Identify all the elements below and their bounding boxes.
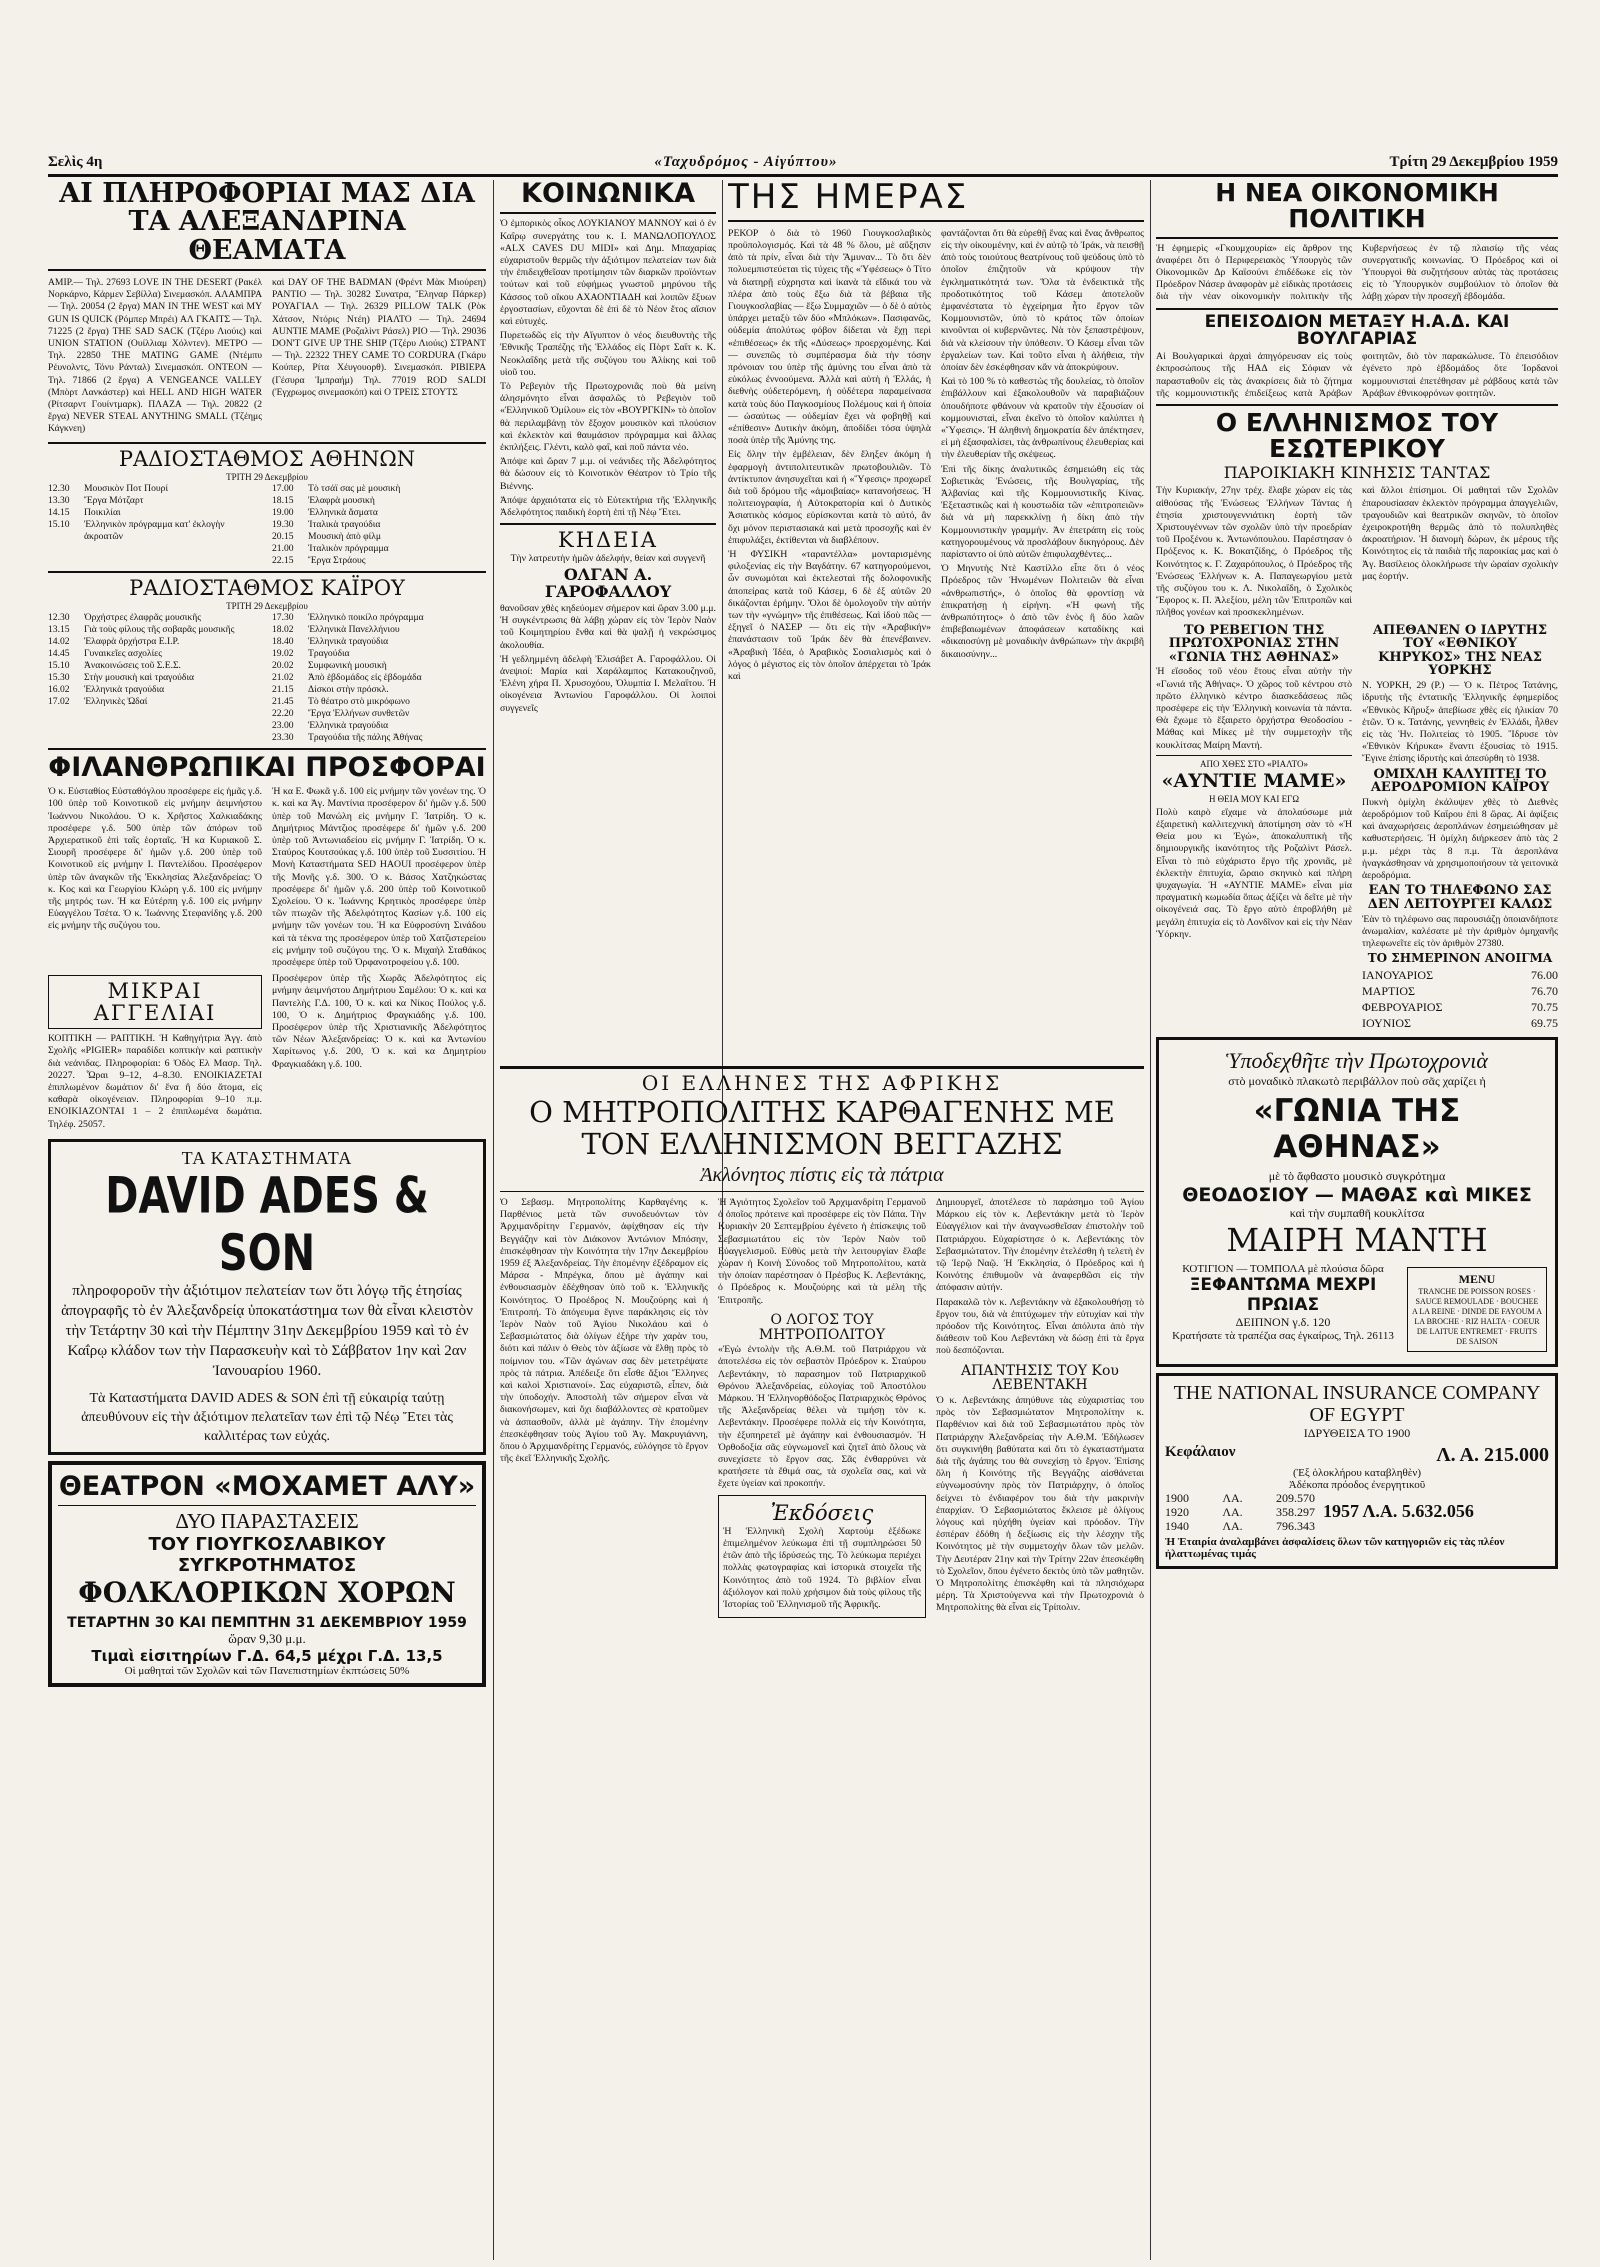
schedule-time: 16.02 bbox=[48, 683, 70, 695]
schedule-row bbox=[272, 732, 486, 744]
schedule-programme: Ἀπὸ ἑβδομάδος εἰς ἑβδομάδα bbox=[308, 671, 422, 683]
schedule-time: 17.02 bbox=[48, 695, 70, 707]
auntie-body: Πολὺ καιρὸ εἴχαμε νὰ ἀπολαύσωμε μιὰ ἐξαιρετικὴ καλλιτεχνικὴ ἀποτίμηση σὰν τὸ «Ἡ Θεία μου κι Ἐγώ», ἀποκαλυπτικὴ τῆς δημιουργικῆς ἱκανότητος τῆς Ροζαλὶντ Ράσελ. Εἶναι τὸ πιὸ εὐχάριστο ἔργο τῆς χρονιᾶς, μὲ ἐκλεκτὴν ἐπιτυχία, ὥραιο σκηνικὸ καὶ πλήρη ψυχαγωγία. Ἡ «ΑΥΝΤΙΕ ΜΑΜΕ» εἶναι μία πραγματικὴ κωμωδία ὅπως ἀξίζει νὰ δεῖτε μὲ τὴν οἰκογένειά σας. Τὸ ἔργο αὐτὸ ἐπροβλήθη μὲ μεγάλη ἐπιτυχία εἰς τὸ Λονδῖνον καὶ εἰς τὴν Νέαν Ὑόρκην. bbox=[1156, 806, 1352, 940]
column-of-the-day bbox=[728, 178, 1144, 1058]
telephone-title: ΕΑΝ ΤΟ ΤΗΛΕΦΩΝΟ ΣΑΣ ΔΕΝ ΛΕΙΤΟΥΡΓΕΙ ΚΑΛΩΣ bbox=[1367, 883, 1553, 912]
schedule-programme: Ἑλληνικὲς Ὠδαί bbox=[84, 695, 148, 707]
social-item-3: Τὸ Ρεβεγιὸν τῆς Πρωτοχρονιᾶς ποὺ θὰ μείνη ἀλησμόνητο εἶναι ἀσφαλῶς τὸ Ρεβεγιὸν τοῦ «Ἑλληνικοῦ Ὀμίλου» εἰς τὸν «ΒΟΥΡΓΚΙΝ» τὸ ὁποῖον θὰ περιλαμβάνῃ τὸν ἔξοχον μουσικὸν καὶ πλούσιον καὶ ἐκλεκτὸν καὶ θαυμάσιον πρόγραμμα καὶ ἄλλας ἐκπλήξεις. Γλέντι, καλὸ φαΐ, καὶ ποῦ πάντα νέο. bbox=[500, 380, 716, 453]
column-entertainment bbox=[48, 178, 486, 2258]
capital-paid: (Ἐξ ὁλοκλήρου καταβληθὲν) bbox=[1292, 1466, 1422, 1479]
cinema-listing-left: ΑΜΙΡ.— Τηλ. 27693 LOVE IN THE DESERT (Ρακέλ Νορκάρνο, Κάρμεν Σεβίλλα) Σινεμασκόπ. ΑΛΑΜΠΡΑ — Τηλ. 20054 (2 ἔργα) MAN IN THE WEST καὶ MY GUN IS QUICK (Ρόμπερ Μπρέι) ΑΛ ΓΚΑΙΤΣ — Τηλ. 71225 (2 ἔργα) THE SAD SACK (Τζέρυ Λιούις) καὶ UNION STATION (Ουίλλιαμ Χόλντεν). ΜΕΤΡΟ — Τηλ. 22850 THE MATING GAME (Ντέμπυ Ρέυνολντς, Τόνυ Ράνταλ) Σινεμασκόπ. ΟΝΤΕΟΝ — Τηλ. 71866 (2 ἔργα) A VENGEANCE VALLEY (Μπὸρτ Λανκάστερ) καὶ HELL AND HIGH WATER (Ρίτσαρντ Γουίντμαρκ). ΠΛΑΖΑ — Τηλ. 20822 (2 ἔργα) NEVER STEAL ANYTHING SMALL (Τζέημς Κάγκνεη) bbox=[48, 277, 262, 435]
assets-total: 1957 Λ.Α. 5.632.056 bbox=[1323, 1501, 1474, 1522]
classifieds-text-right: Προσέφερον ὑπὲρ τῆς Χωρᾶς Ἀδελφότητος εἰς μνήμην ἀειμνήστου Δημήτριου Σαμέλου: Ὁ κ. καὶ κα Παντελὴς Γ.Δ. 100, Ὁ κ. καὶ κα Νίκος Πούλος γ.δ. 100, Ὁ κ. Δημήτριος Φραγκιάδης γ.δ. 100. Προσέφερον ὑπὲρ τῆς Χριστιανικῆς Ἀδελφότητος τῶν Νέων Ἀλεξανδρείας: Ὁ κ. καὶ κα Ἀντωνίου Χαρίτωνος γ.δ. 200, Ὁ κ. καὶ κα Δημητρίου Φραγκιαδάκη γ.δ. 100. bbox=[272, 973, 486, 1070]
incident-title: ΕΠΕΙΣΟΔΙΟΝ ΜΕΤΑΞΥ Η.Α.Δ. ΚΑΙ ΒΟΥΛΓΑΡΙΑΣ bbox=[1204, 311, 1510, 350]
schedule-row bbox=[272, 648, 486, 660]
economic-policy-title: Η ΝΕΑ ΟΙΚΟΝΟΜΙΚΗ ΠΟΛΙΤΙΚΗ bbox=[1215, 178, 1499, 234]
schedule-programme: Ἰταλικὸν πρόγραμμα bbox=[308, 542, 389, 554]
schedule-programme: Ὀρχήστρες ἐλαφρᾶς μουσικῆς bbox=[84, 611, 202, 623]
radio-athens-schedule bbox=[48, 483, 486, 567]
quote-value: 69.75 bbox=[1531, 1015, 1558, 1030]
schedule-programme: Ἰταλικὰ τραγούδια bbox=[308, 518, 381, 530]
schedule-row bbox=[48, 612, 262, 624]
schedule-time: 20.15 bbox=[272, 530, 294, 542]
schedule-programme: Τὸ τσάϊ σας μὲ μουσικὴ bbox=[308, 482, 401, 494]
schedule-row bbox=[272, 519, 486, 531]
classifieds-title: ΜΙΚΡΑΙ ΑΓΓΕΛΙΑΙ bbox=[48, 975, 262, 1029]
funeral-intro: Τὴν λατρευτὴν ἡμῶν ἀδελφήν, θείαν καὶ συγγενῆ bbox=[510, 553, 706, 565]
social-item-4: Ἀπόψε καὶ ὥραν 7 μ.μ. οἱ νεάνιδες τῆς Ἀδελφότητος θὰ δώσουν εἰς τὸ Κοινοτικὸν Θέατρον τὸ Τρίο τῆς Βιέννης. bbox=[500, 456, 716, 492]
social-item-5: Ἀπόψε ἀρχαιότατα εἰς τὸ Εὐτεκτήρια τῆς Ἑλληνικῆς Ἀδελφότητος παιδικὴ ἑορτὴ ἐπὶ τῇ Νέῳ Ἔτει. bbox=[500, 494, 716, 519]
schedule-row bbox=[272, 555, 486, 567]
of-the-day-b: Εἰς ὅλην τὴν ἐμβέλειαν, δὲν ἔληξεν ἀκόμη ἡ ἐφαρμογὴ ἀντιπολιτευτικῶν πρωτοβουλιῶν. Τὸ ἀντίκτυπον ἀνησυχεῖται καὶ ἡ «Ὕφεσις» προχωρεῖ διὰ τοῦ δρόμου τῆς «ἀμοιβαίας» κατανοήσεως. Ἡ πολιτειογραφία, ἡ Αὐτοκρατορία καὶ ὁ Δυτικὸς Ἀσιατικὸς κόσμος εὑρίσκονται κατὰ τὸ αὐτό, ἂν ὄχι μόνον περιστασιακά καὶ μετὰ προσοχῆς καὶ ἐν ἐπιφυλάξει, ἐκτίθενται νὰ διαβλέπουν. bbox=[728, 449, 931, 546]
schedule-programme: Ἐλαφρὰ ὀρχήστρα Ε.Ι.Ρ. bbox=[84, 635, 180, 647]
insurance-footer: Ἡ Ἑταιρία ἀναλαμβάνει ἀσφαλίσεις ὅλων τῶν κατηγοριῶν εἰς τὰς πλέον ἠλαττωμένας τιμάς bbox=[1165, 1535, 1505, 1560]
schedule-time: 18.02 bbox=[272, 623, 294, 635]
schedule-programme: Συμφωνικὴ μουσικὴ bbox=[308, 659, 387, 671]
africa-headline: Ο ΜΗΤΡΟΠΟΛΙΤΗΣ ΚΑΡΘΑΓΕΝΗΣ ΜΕ ΤΟΝ ΕΛΛΗΝΙΣΜΟΝ ΒΕΓΓΑΖΗΣ bbox=[529, 1095, 1115, 1161]
schedule-time: 17.00 bbox=[272, 482, 294, 494]
assets-u: ΛΑ. bbox=[1222, 1490, 1243, 1505]
schedule-time: 14.15 bbox=[48, 506, 70, 518]
theatre-note: Οἱ μαθηταὶ τῶν Σχολῶν καὶ τῶν Πανεπιστημίων ἐκπτώσεις 50% bbox=[124, 1664, 410, 1677]
reveillon-body: Ἡ εἴσοδος τοῦ νέου ἔτους εἶναι αὐτὴν τὴν «Γωνιά τῆς Ἀθήνας». Ὁ χῶρος τοῦ κέντρου στὸ πρῶτο ἐλληνικὸ κέντρο διασκεδάσεως πῶς προσέφερε εἰς τὴν Ἑλληνικὴ κοινωνία τὰ πάντα. Θὰ ἔχωμε τὸ ἔξαιρετο ὀρχήστρα Θεοδοσίου - Μάθας καὶ Μίκες μὲ τὴν συμμετοχὴν τῆς κουκλίτσας Μαίρη Μαντή. bbox=[1156, 666, 1352, 751]
metropolitan-speech-body: «Ἐγὼ ἐντολὴν τῆς Α.Θ.Μ. τοῦ Πατριάρχου νὰ ἀποτελέσω εἰς τὸν σεβαστὸν Πρόεδρον κ. Σταύρου Λεβεντάκην, τὸ παρασημον τοῦ Πατριαρχικοῦ Θρόνου Ἀλεξανδρείας, εὐλογίας τοῦ Ἀποστόλου Μάρκου. Ἡ Ἑλληνορθόδοξος Πατριαρχικὸς Θρόνος τῆς Ἀλεξανδρείας θέλει νὰ τιμήσῃ τὸν κ. Λεβεντάκην. Προσέφερε πολλὰ εἰς τὴν Κοινότητα, τὴν ἐξυπηρετεῖ μὲ ἀγάπην καὶ ἐνθουσιασμόν. Ἡ Ὀρθοδοξία σᾶς εὐγνωμονεῖ καὶ ζητεῖ ἀπὸ ὅλους νὰ συνεχίσετε τὸ ἔργον σας. Σᾶς ἐνθαρρύνει νὰ κρατήσετε τὰ ἔθιμά σας, τὰ σχολεῖα σας, καὶ νὰ ἔχετε ὑγείαν καὶ προκοπήν. bbox=[718, 1344, 926, 1490]
quote-month: ΙΟΥΝΙΟΣ bbox=[1362, 1015, 1412, 1030]
schedule-row bbox=[48, 660, 262, 672]
of-the-day-f: Καὶ τὸ 100 % τὸ καθεστὼς τῆς δουλείας, τὸ ὁποῖον ἐπιβάλλουν καὶ ἐξακολουθοῦν νὰ παραβιάζουν ὁπουδήποτε φθάνουν νὰ κρατοῦν τὴν ἐξουσίαν οἱ κομμουνισταὶ, εἶναι ἐκεῖνο τὸ ὁποῖον καλύπτει ἡ «Ὕφεσις». Ἡ ἀληθινὴ δημοκρατία δὲν ἀπέκτησεν, εἰ μὴ ἐξασφαλίσει, τὰς ἀνθρωπίνους ἐλευθερίας καὶ τὴν ἐλευθερίαν τῆς σκέψεως. bbox=[941, 376, 1144, 461]
of-the-day-g: Ὁ Μηνυτὴς Ντὲ Καστίλλο εἶπε ὅτι ὁ νέος Πρόεδρος τῶν Ἡνωμένων Πολιτειῶν θὰ εἶναι «ἀνθρωπιστής», ὁ ὁποῖος θὰ φροντίσῃ νὰ ἐπικρατήσῃ ἡ εἰρήνη. «Ἡ φωνή τῆς ἀνθρωπότητος» ὁ ἀπὸ τῶν ἑνὸς ἢ δύο λαῶν ἐπιβεβαιωμένων ἀποφάσεων καταδίκης καὶ «δικαιοσύνῃ μὲ μοναδικὴν ἀνθρώπων» τὴν ἀκριβῆ δικαιοσύνην... bbox=[941, 563, 1144, 660]
schedule-programme: Τὸ θέατρο στὸ μικρόφωνο bbox=[308, 695, 410, 707]
schedule-time: 18.15 bbox=[272, 494, 294, 506]
schedule-row bbox=[48, 483, 262, 495]
charity-title: ΦΙΛΑΝΘΡΩΠΙΚΑΙ ΠΡΟΣΦΟΡΑΙ bbox=[48, 751, 486, 783]
publications-body: Ἡ Ἑλληνικὴ Σχολὴ Χαρτούμ ἐξέδωκε ἐπιμελημένον λεύκωμα ἐπὶ τῇ συμπληρώσει 50 ἐτῶν ἀπὸ τῆς ἱδρύσεώς της. Τὸ λεύκωμα περιέχει πολλὰς φωτογραφίας καὶ ἱστορικὰ στοιχεῖα τῆς Κοινότητος ἀπὸ τοῦ 1924. Τὸ βιβλίον εἶναι ἀξιόλογον καὶ πολὺ χρήσιμον διὰ τοὺς φίλους τῆς Ἱστορίας τοῦ Ἑλληνισμοῦ τῆς Ἀφρικῆς. bbox=[723, 1525, 921, 1610]
tanta-title: ΠΑΡΟΙΚΙΑΚΗ ΚΙΝΗΣΙΣ ΤΑΝΤΑΣ bbox=[1223, 462, 1491, 482]
assets-v: 358.297 bbox=[1276, 1504, 1315, 1519]
schedule-row bbox=[48, 495, 262, 507]
insurance-founded: ΙΔΡΥΘΕΙΣΑ ΤΟ 1900 bbox=[1303, 1425, 1411, 1440]
schedule-time: 18.40 bbox=[272, 635, 294, 647]
schedule-row bbox=[272, 660, 486, 672]
schedule-time: 13.15 bbox=[48, 623, 70, 635]
schedule-programme: Ἑλληνικὸ ποικίλο πρόγραμμα bbox=[308, 611, 424, 623]
funeral-body: θανοῦσαν χθὲς κηδεύομεν σήμερον καὶ ὥραν 3.00 μ.μ. Ἡ συγκέντρωσις θὰ λάβῃ χώραν εἰς τὸν Ἱερὸν Ναὸν τοῦ Κοιμητηρίου ἔνθα καὶ θὰ ψαλῇ ἡ νεκρώσιμος ἀκολουθία. bbox=[500, 603, 716, 651]
market-quotes bbox=[1362, 967, 1558, 1031]
publications-title: Ἐκδόσεις bbox=[770, 1500, 874, 1525]
incident-body: Αἱ Βουλγαρικαὶ ἀρχαὶ ἀπηγόρευσαν εἰς τοὺς ἐκπροσώπους τῆς ΗΑΔ εἰς Σόφιαν νὰ παρασταθοῦν εἰς τὰς ἀνακρίσεις διὰ τὸ ζήτημα τῆς κομμουνιστικῆς ἐπιδείξεως κατὰ Ἀράβων φοιτητῶν, διὸ τὸν παρακώλυσε. Τὸ ἐπεισόδιον ἐγένετο πρὸ ἑβδομάδος ὅτε Ἰορδανοὶ κομμουνισταὶ ἐπετέθησαν μὲ ράβδους κατὰ τῶν Ἀράβων ἐθνικοφρόνων φοιτητῶν. bbox=[1156, 351, 1558, 399]
metropolitan-speech-title: Ο ΛΟΓΟΣ ΤΟΥ ΜΗΤΡΟΠΟΛΙΤΟΥ bbox=[758, 1311, 886, 1343]
schedule-programme: Ἑλληνικὸν πρόγραμμα κατ' ἐκλογὴν ἀκροατῶν bbox=[84, 518, 225, 542]
issue-date: Τρίτη 29 Δεκεμβρίου 1959 bbox=[1389, 153, 1558, 170]
gonia-name: «ΓΩΝΙΑ ΤΗΣ ΑΘΗΝΑΣ» bbox=[1253, 1092, 1461, 1165]
column-right bbox=[1156, 178, 1558, 2258]
of-the-day-a: ΡΕΚΟΡ ὁ διὰ τὸ 1960 Γιουγκοσλαβικὸς προϋπολογισμός. Καὶ τὰ 48 % ὅλου, μὲ αὔξησιν ἀπὸ τὰ πρίν, εἶναι διὰ τὴν Ἄμυναν... Τὸ ὅτι δὲν πολυεμπιστεύεται τὶς τύχεις τῆς «Ὑφέσεως» ὁ Τίτο νὰ διατηρῇ εὐχρηστα καὶ ἱκανὰ τὰ εἴδικά του νὰ πλέρα ἀπὸ τοὺς ἔξω διὰ τὰ βέβαια τῆς Γιουγκοσλαβίας — ἔξω Συμμαχιῶν — ὁ δὲ ὁ αὐτὸς ὑπάρχει μεταξὺ τῶν δύο «Μπλόκων». Πασιφανῶς, οὐδεμία ἀπολύτως φόβον δίδεται νὰ ἔχῃ περὶ «ἐπιθέσεως» ἐκ τῆς «Δύσεως» προερχομένης. Καὶ — συνεπῶς τὸ συμπέρασμα διὰ τὴν τόσην πρόνοιαν του ὑπὲρ τῆς ἀμύνης του εἶναι ἀπὸ τὰ εὐκόλως ἐννοούμενα. Ἀλλὰ καὶ αὐτὴ ἡ Ἑλλάς, ἡ διεθνὴς οὐδετερόμενη, ἡ οὐδέτερα παραμείνασα κατὰ τοὺς δύο Παγκοσμίους Πολέμους καὶ ἡ ὁποία — ὡσαύτως — οὐδεμίαν ἔχει νὰ φοβηθῇ καὶ «ἐπίθεσιν» Δυτικὴν ἀκόμη, ἀποδίδει τόσα ὑψηλὰ ποσὰ ὑπὲρ τῆς Ἀμύνης της. bbox=[728, 227, 931, 447]
insurance-name: THE NATIONAL INSURANCE COMPANY OF EGYPT bbox=[1173, 1381, 1541, 1426]
funeral-title: ΚΗΔΕΙΑ bbox=[558, 528, 658, 553]
quote-row bbox=[1362, 1015, 1558, 1031]
obituary-body: Ν. ΥΟΡΚΗ, 29 (Ρ.) — Ὁ κ. Πέτρος Τατάνης, ἱδρυτὴς τῆς ἐντατικῆς Ἑλληνικῆς ἐφημερίδος «Ἐθνικὸς Κῆρυξ» ἀπεβίωσε χθὲς εἰς ἡλικίαν 70 ἐτῶν. Ὁ κ. Τατάνης, γεννηθεὶς ἐν Ἑλλάδι, ἦλθεν εἰς τὰς Ἡν. Πολιτείας τὸ 1905. Ἵδρυσε τὸν «Ἐθνικὸν Κήρυκα» ἔναντι ἐξουσίας τὸ 1915. Ἔγινε ἐπίσης ἱδρυτὴς καὶ ἀπεσύρθη τὸ 1938. bbox=[1362, 680, 1558, 765]
quote-month: ΙΑΝΟΥΑΡΙΟΣ bbox=[1362, 967, 1434, 982]
africa-col2: Ἡ Ἁγιότητος Σχολεῖον τοῦ Ἀρχιμανδρίτη Γερμανοῦ ὁ ὁποῖος πρότεινε καὶ προσέφερε εἰς τὸν Πάπα. Τὴν Κυριακὴν 20 Σεπτεμβρίου ἐγένετο ἡ ἐπίσκεψις τοῦ Σεβασμιωτάτου εἰς τὸν Ἱερὸν Ναὸν τοῦ Εὐαγγελισμοῦ. Εὐθὺς μετὰ τὴν λειτουργίαν ἔλαβε χώραν ἡ Κοινὴ Σύνοδος τοῦ Μητροπολίτου, κατὰ τὴν ὁποίαν παρέστησαν ὁ Πρέσβυς Κ. Λεβεντάκης, ὁ Πρόεδρος κ. Μουζούρης καὶ τὰ μέλη τῆς Ἐπιτροπῆς. bbox=[718, 1197, 926, 1306]
schedule-row bbox=[272, 684, 486, 696]
schedule-row bbox=[48, 672, 262, 684]
schedule-time: 13.30 bbox=[48, 494, 70, 506]
schedule-row bbox=[48, 696, 262, 708]
schedule-programme: Γυναικεῖες ασχολίες bbox=[84, 647, 163, 659]
gonia-star: ΜΑΙΡΗ ΜΑΝΤΗ bbox=[1226, 1220, 1488, 1259]
schedule-time: 23.00 bbox=[272, 719, 294, 731]
schedule-time: 15.10 bbox=[48, 518, 70, 530]
schedule-row bbox=[272, 720, 486, 732]
assets-table bbox=[1165, 1491, 1315, 1533]
quote-value: 76.00 bbox=[1531, 967, 1558, 982]
quote-value: 70.75 bbox=[1531, 999, 1558, 1014]
schedule-programme: Γιὰ τοὺς φίλους τῆς σοβαρᾶς μουσικῆς bbox=[84, 623, 235, 635]
paper-name: «Ταχυδρόμος - Αἰγύπτου» bbox=[654, 153, 838, 170]
charity-body bbox=[48, 784, 486, 971]
ades-advert bbox=[48, 1139, 486, 1455]
schedule-time: 22.20 bbox=[272, 707, 294, 719]
schedule-time: 12.30 bbox=[48, 611, 70, 623]
schedule-row bbox=[272, 483, 486, 495]
assets-v: 209.570 bbox=[1276, 1490, 1315, 1505]
tanta-body bbox=[1156, 483, 1558, 621]
telephone-body: Ἐὰν τὸ τηλέφωνο σας παρουσιάζῃ ὁποιανδήποτε ἀνωμαλίαν, καλέσατε μὲ τὴν ἀριθμὸν ὁμηχανῆς τηλεφωνεῖτε εἰς τὸν ἀριθμὸν 27380. bbox=[1362, 913, 1558, 949]
quote-row bbox=[1362, 983, 1558, 999]
classifieds-text: ΚΟΠΤΙΚΗ — ΡΑΠΤΙΚΗ. Ἡ Καθηγήτρια Ἀγγ. ἀπὸ Σχολῆς «PIGIER» παραδίδει κοπτικὴν καὶ ραπτικὴν διὰ νεάνιδας. Πληροφορίαι: 6 Ὁδὸς Ελ Μασρ. Τηλ. 20227. Ὧραι 9–12, 4–8.30. ΕΝΟΙΚΙΑΖΕΤΑΙ ἐπιπλωμένον δωμάτιον δι' ἕνα ἢ δύο ἄτομα, εἰς καθαρὰ οἰκογένειαν. Πληροφορίαι 9–10 π.μ. ΕΝΟΙΚΙΑΖΟΝΤΑΙ 1 – 2 ἐπιπλωμένα δωμάτια. Τηλέφ. 25057. bbox=[48, 1033, 262, 1130]
gonia-menu bbox=[1407, 1267, 1547, 1352]
schedule-row bbox=[48, 684, 262, 696]
gonia-with2: καὶ τὴν συμπαθῆ κουκλίτσα bbox=[1289, 1205, 1425, 1220]
quote-row bbox=[1362, 967, 1558, 983]
fog-body: Πυκνὴ ὁμίχλη ἐκάλυψεν χθὲς τὸ Διεθνὲς ἀεροδρόμιον τοῦ Καΐρου ἐπὶ 8 ὥρας. Αἱ ἀφίξεις καὶ ἀναχωρήσεις ἀεροπλάνων ἐσημειώθησαν μὲ καθυστερήσεις. Ἡ ὁμίχλη διήρκεσεν ἀπὸ τὰς 2 μ.μ. μέχρι τὰς 8 π.μ. Τὰ ἀεροπλάνα ἠναγκάσθησαν νὰ χρησιμοποιήσουν τὰ γειτονικὰ ἀεροδρόμια. bbox=[1362, 796, 1558, 882]
gonia-reservations: Κρατήσατε τὰ τραπέζια σας ἐγκαίρως, Τηλ. 26113 bbox=[1172, 1329, 1394, 1342]
column-rule bbox=[1150, 180, 1151, 2260]
of-the-day-d: Ἡ ΦΥΣΙΚΗ «ταραντέλλα» μονταρισμένης φιλοξενίας εἰς τὴν Βαγδάτην. 67 κατηγορούμενοι, ὧν συνωμόται καὶ ἐκτελεσταὶ τῆς δολοφονικῆς ἀποπείρας κατὰ τοῦ Κάσεμ, 6 δὲ ἐξ αὐτῶν 20 δικάζονται ἐρήμην. Ὅλοι δὲ ὁμολογοῦν τὴν αὐτήν των τὴν «γνώμην» τῆς ἐπιθέσεως. Καὶ ἰδοὺ πῶς — ἐξηγεῖ ὁ ΝΑΣΕΡ — ὅτι εἰς τὴν «Ἀραβικήν» ἐπανάστασιν τοῦ Ἰράκ δὲν θὰ ἐπενέβαινεν. «Ἀραβικὴ Ἰδέα, ὁ Ἀραβικὸς Σοσιαλισμὸς καὶ ὁ λόγος ὁ μέγιστος εἰς τὸν ὁποῖον ἀπέρχεται τὸ Ἰράκ καὶ bbox=[728, 548, 931, 682]
rialto-kicker: ΑΠΟ ΧΘΕΣ ΣΤΟ «ΡΙΑΛΤΟ» bbox=[1200, 758, 1308, 769]
schedule-time: 19.02 bbox=[272, 647, 294, 659]
auntie-title: «ΑΥΝΤΙΕ ΜΑΜΕ» bbox=[1161, 769, 1347, 792]
ades-body: πληροφοροῦν τὴν ἀξιότιμον πελατείαν των ὅτι λόγῳ τῆς ἐτησίας ἀπογραφῆς τὸ ἐν Ἀλεξανδρείᾳ ὑποκατάστημα των θὰ εἶναι κλειστὸν τὴν Τετάρτην 30 καὶ τὴν Πέμπτην 31ην Δεκεμβρίου 1959 καὶ τὸ ἐν Καΐρῳ κλάδον των τὴν Παρασκευὴν καὶ τὸ Σάββατον 1ην καὶ 2αν Ἰανουαρίου 1960. bbox=[61, 1282, 473, 1379]
schedule-programme: Τραγούδια bbox=[308, 647, 350, 659]
radio-cairo-schedule bbox=[48, 612, 486, 744]
schedule-time: 19.00 bbox=[272, 506, 294, 518]
social-item-1: Ὁ ἐμπορικὸς οἶκος ΛΟΥΚΙΑΝΟΥ ΜΑΝΝΟΥ καὶ ὁ ἐν Καΐρῳ συνεργάτης του κ. Ι. ΜΑΝΩΛΟΠΟΥΛΟΣ «ALX CAVES DU MIDI» καὶ Δημ. Μπαχαρίας εὐχαριστοῦν θερμῶς τὴν ἀξιότιμον πελατείαν των διὰ τὴν ἐπιδειχθεῖσαν προτίμησιν τῶν διαρκῶν προϊόντων τούτων καὶ τοῦ εὐφήμως γνωστοῦ μηρύνου τῆς Κάσσος τοῦ οἴκου ΑΧΑΟΝΤΙΑΔΗ καὶ λοιπῶν ἔξυων ἐργοστασίων, εὔχονται δὲ ἐπὶ δὲ τὸ Νέον ἔτος αἴσιον καὶ εὐτυχές. bbox=[500, 218, 716, 327]
gonia-band: ΘΕΟΔΟΣΙΟΥ — ΜΑΘΑΣ καὶ ΜΙΚΕΣ bbox=[1182, 1183, 1532, 1206]
schedule-row bbox=[48, 648, 262, 660]
schedule-row bbox=[272, 531, 486, 543]
gonia-pre: Ὑποδεχθῆτε τὴν Πρωτοχρονιὰ bbox=[1226, 1047, 1488, 1073]
fog-title: ΟΜΙΧΛΗ ΚΑΛΥΠΤΕΙ ΤΟ ΑΕΡΟΔΡΟΜΙΟΝ ΚΑΪΡΟΥ bbox=[1370, 766, 1550, 796]
auntie-sub: Η ΘΕΙΑ ΜΟΥ ΚΑΙ ΕΓΩ bbox=[1208, 793, 1300, 804]
schedule-time: 21.00 bbox=[272, 542, 294, 554]
schedule-programme: Ἑλληνικὰ τραγούδια bbox=[308, 635, 389, 647]
social-item-2: Πυρετωδῶς εἰς τὴν Αἴγυπτον ὁ νέος διευθυντὴς τῆς Ἐθνικῆς Τραπέζης τῆς Ἑλλάδος εἰς Πὸρτ Σαΐτ κ. Κ. Νεοκλαΐδης μετὰ τῆς συζύγου του Ἀλίκης καὶ τοῦ υἱοῦ του. bbox=[500, 330, 716, 378]
economic-policy-body: Ἡ ἐφημερὶς «Γκουμχουρία» εἰς ἄρθρον της ἀναφέρει ὅτι ὁ Περιφερειακὸς Ὑπουργὸς τῶν Οἰκονομικῶν Δρ Καϊσούνι ἐπιδέδωκε εἰς τὸν Πρόεδρον Νάσερ ἀναφορὰν μὲ εἰδικὰς προτάσεις διὰ τὴν νέαν οἰκονομικὴν πολιτικὴν τῆς Κυβερνήσεως ἐν τῷ πλαισίῳ τῆς νέας συνεργατικῆς κοινωνίας. Ὁ Πρόεδρος καὶ οἱ Ὑπουργοὶ θὰ συζητήσουν αὐτὰς τὰς προτάσεις εἰς τὸ Ὑπουργικὸν συμβούλιον τὸ ὁποῖον θὰ λάβῃ χώραν τὴν προσεχῆ ἑβδομάδα. bbox=[1156, 242, 1558, 303]
schedule-row bbox=[272, 708, 486, 720]
funeral-family: Ἡ γεδλημμένη ἀδελφὴ Ἐλισάβετ Α. Γαροφάλλου. Οἱ ἀνεψιοί: Μαρία καὶ Χαράλαμπος Κατακουζηνοῦ, Ἑλένη χήρα Π. Χρυσοχόου, Ὀλυμπία Ι. Μελαΐτου. Ἡ οἰκογένεια Ἀντωνίου Γαροφάλλου. Οἱ λοιποὶ συγγενεῖς bbox=[500, 653, 716, 714]
radio-cairo-title: ΡΑΔΙΟΣΤΑΘΜΟΣ ΚΑΪΡΟΥ bbox=[129, 575, 405, 600]
schedule-programme: Μουσικὴ ἀπὸ φίλμ bbox=[308, 530, 382, 542]
schedule-programme: Ἔργα Στράους bbox=[308, 554, 366, 566]
schedule-programme: Ἔργα Ἑλλήνων συνθετῶν bbox=[308, 707, 410, 719]
obituary-title: ΑΠΕΘΑΝΕΝ Ο ΙΔΡΥΤΗΣ ΤΟΥ «ΕΘΝΙΚΟΥ ΚΗΡΥΚΟΣ» ΤΗΣ ΝΕΑΣ ΥΟΡΚΗΣ bbox=[1372, 622, 1548, 679]
schedule-programme: Ἔργα Μότζαρτ bbox=[84, 494, 144, 506]
schedule-row bbox=[48, 624, 262, 636]
schedule-time: 22.15 bbox=[272, 554, 294, 566]
social-title: ΚΟΙΝΩΝΙΚΑ bbox=[521, 178, 695, 209]
of-the-day-title: ΤΗΣ ΗΜΕΡΑΣ bbox=[728, 178, 969, 217]
schedule-row bbox=[272, 543, 486, 555]
quote-month: ΦΕΒΡΟΥΑΡΙΟΣ bbox=[1362, 999, 1443, 1014]
quote-value: 76.70 bbox=[1531, 983, 1558, 998]
schedule-row bbox=[48, 636, 262, 648]
classifieds-section bbox=[48, 971, 486, 1133]
schedule-time: 14.45 bbox=[48, 647, 70, 659]
gonia-surprise: ΞΕΦΑΝΤΩΜΑ ΜΕΧΡΙ ΠΡΩΙΑΣ bbox=[1189, 1274, 1377, 1315]
schedule-row bbox=[272, 495, 486, 507]
africa-col4-top: Δημιουργεῖ, ἀποτέλεσε τὸ παράσημο τοῦ Ἁγίου Μάρκου εἰς τὸν κ. Λεβεντάκην μετὰ τὸ Ἱερὸν Εὐαγγέλιον καὶ τὴν ἀναγνωσθεῖσαν ἐπιστολὴν τοῦ Πατριάρχου. Εὐχαρίστησε ὁ κ. Λεβεντάκης τὸν Σεβασμιώτατον. Τὴν ἐπομένην ἐτελέσθη ἡ τελετὴ ἐν τῷ Ἱερῷ Ναῷ. Ἡ Ἐκκλησία, ὁ Πρόεδρος καὶ ἡ Κοινότης ἐπιθυμοῦν νὰ ἀναφερθῶσι εἰς τὴν ἀπόφασιν αὐτήν. bbox=[936, 1197, 1144, 1294]
africa-col4-mid: Παρακαλῶ τὸν κ. Λεβεντάκην νὰ ἐξακολουθήσῃ τὸ ἔργον του, διὰ νὰ ἐπιτύχωμεν τὴν εὐτυχίαν καὶ τὴν πρόοδον τῆς Κοινότητος. Εἶναι ἀπόλυτα ἀπὸ τὴν διάθεσιν τοῦ Κου Λεβεντάκη νὰ δώσῃ ἐπὶ τὰ ἔργα ποὺ δεσπόζονται. bbox=[936, 1296, 1144, 1357]
schedule-programme: Δίσκοι στὴν πρόσκλ. bbox=[308, 683, 389, 695]
schedule-row bbox=[48, 507, 262, 519]
schedule-row bbox=[48, 519, 262, 543]
theatre-sub2: ΤΟΥ ΓΙΟΥΓΚΟΣΛΑΒΙΚΟΥ ΣΥΓΚΡΟΤΗΜΑΤΟΣ bbox=[148, 1533, 386, 1576]
schedule-row bbox=[272, 696, 486, 708]
africa-body bbox=[500, 1195, 1144, 1622]
column-rule bbox=[493, 180, 494, 2260]
cinema-listings bbox=[48, 275, 486, 438]
reply-title: ΑΠΑΝΤΗΣΙΣ ΤΟΥ Κου ΛΕΒΕΝΤΑΚΗ bbox=[961, 1362, 1119, 1394]
schedule-time: 21.45 bbox=[272, 695, 294, 707]
reply-body: Ὁ κ. Λεβεντάκης ἀπηύθυνε τὰς εὐχαριστίας του πρὸς τὸν Σεβασμιώτατον Μητροπολίτην κ. Παρθένιον καὶ διὰ τοῦ Σεβασμιωτάτου πρὸς τὸν Πατριάρχην Ἀλεξανδρείας τὴν Α.Θ.Μ. Ἐδήλωσεν ὅτι συγκινήθη βαθύτατα καὶ ὅτι τὸ ἐγκαταστήματα διὰ τῆς ἀγάπης του θὰ συνεχίσῃ τὸ ἔργον. Ἐπίσης ὅλη ἡ Κοινότης τῆς Βεγγάζης αἰσθάνεται εὐγνωμοσύνην πρὸς τὸν Πατριάρχην, ὁ ὁποῖος δείχνει τὸ ἐνδιαφέρον του διὰ τὴν μακρινὴν ἐπαρχίαν. Ὁ Σεβασμιώτατος ἔκλεισε μὲ ὀλίγους λόγους καὶ ηὐχήθη ὑγείαν καὶ πρόοδον. Τὴν ἑσπέραν ἐδόθη ἡ δεξίωσις εἰς τὴν λέσχην τῆς Κοινότητος μὲ τὴν συμμετοχὴν ὅλων τῶν μελῶν. Τὴν Δευτέραν 21ην καὶ τὴν Τρίτην 22αν ἐπεσκέφθη τὸ Σχολεῖον, ὅπου ἐγένετο δεκτὸς ὑπὸ τῶν μαθητῶν. Ὁ Μητροπολίτης ἐπισκέφθη καὶ τὰ πλησιόχωρα μέρη. Τὰ Χριστούγεννα καὶ τὴν Πρωτοχρονιὰ ὁ Μητροπολίτης θὰ εἶναι εἰς Τρίπολιν. bbox=[936, 1395, 1144, 1614]
ades-footer: Τὰ Καταστήματα DAVID ADES & SON ἐπὶ τῇ εὐκαιρίᾳ ταύτῃ ἀπευθύνουν εἰς τὴν ἀξιότιμον πελατεῖαν των ἐπὶ τῷ Νέῳ Ἔτει τὰς καλλιτέρας των εὐχάς. bbox=[81, 1390, 453, 1444]
gonia-with: μὲ τὸ ἄφθαστο μουσικὸ συγκρότημα bbox=[1268, 1168, 1446, 1183]
gonia-kotillon: ΚΟΤΙΓΙΟΝ — ΤΟΜΠΟΛΑ μὲ πλούσια δῶρα bbox=[1182, 1262, 1384, 1275]
masthead bbox=[48, 150, 1558, 177]
quote-month: ΜΑΡΤΙΟΣ bbox=[1362, 983, 1415, 998]
gonia-pre2: στὸ μοναδικὸ πλακωτὸ περιβάλλον ποὺ σᾶς χαρίζει ἡ bbox=[1228, 1073, 1486, 1088]
insurance-advert bbox=[1156, 1373, 1558, 1569]
capital-label: Κεφάλαιον bbox=[1165, 1443, 1236, 1460]
theatre-dates: ΤΕΤΑΡΤΗΝ 30 ΚΑΙ ΠΕΜΠΤΗΝ 31 ΔΕΚΕΜΒΡΙΟΥ 1959 bbox=[67, 1614, 467, 1631]
assets-u: ΛΑ. bbox=[1222, 1518, 1243, 1533]
funeral-name: ΟΛΓΑΝ Α. ΓΑΡΟΦΑΛΛΟΥ bbox=[544, 565, 672, 602]
theatre-title: ΘΕΑΤΡΟΝ «ΜΟΧΑΜΕΤ ΑΛΥ» bbox=[58, 1470, 476, 1502]
publications-box bbox=[718, 1495, 926, 1618]
hellenism-title: Ο ΕΛΛΗΝΙΣΜΟΣ ΤΟΥ ΕΣΩΤΕΡΙΚΟΥ bbox=[1215, 408, 1499, 464]
theatre-advert bbox=[48, 1461, 486, 1687]
ades-pre: ΤΑ ΚΑΤΑΣΤΗΜΑΤΑ bbox=[181, 1147, 353, 1168]
schedule-row bbox=[272, 507, 486, 519]
schedule-programme: Ἑλληνικὰ τραγούδια bbox=[308, 719, 389, 731]
gonia-price: ΔΕΙΠΝΟΝ γ.δ. 120 bbox=[1235, 1314, 1331, 1329]
africa-subhead: Ἀκλόνητος πίστις εἰς τὰ πάτρια bbox=[700, 1164, 944, 1186]
schedule-time: 19.30 bbox=[272, 518, 294, 530]
theatre-sub1: ΔΥΟ ΠΑΡΑΣΤΑΣΕΙΣ bbox=[175, 1508, 359, 1533]
assets-row bbox=[1165, 1491, 1315, 1505]
charity-text-right: Ἡ κα Ε. Φωκᾶ γ.δ. 100 εἰς μνήμην τῶν γονέων της. Ὁ κ. καὶ κα Ἀγ. Μαντίνια προσέφερον δι' ἡμῶν γ.δ. 500 ὑπὲρ τοῦ Μανώλη εἰς μνήμην Γ. Ἰατρίδη. Ὁ κ. Δημήτριος Μάντζιος προσέφερε δι' ἡμῶν γ.δ. 200 ὑπὲρ τοῦ Ἀντωνιαδείου εἰς μνήμην Γ. Ἰατρίδη. Ὁ κ. Σταύρος Κουτσούκας γ.δ. 100 ὑπὲρ τοῦ Συσσιτίου. Ἡ Μονὴ Καταστήματα SED HAOUI προσέφερον ὑπὲρ τῆς Μονῆς γ.δ. 300. Ὁ κ. Βάσος Χατζηκώστας προσέφερε δι' ἡμῶν γ.δ. 200 ὑπὲρ τοῦ Κοινοτικοῦ Σχολείου. Ὁ κ. Ἰωάννης Κρητικὸς προσέφερε ὑπὲρ τῶν πτωχῶν τῆς Ἀδελφότητος Κασίων γ.δ. 100 εἰς μνήμην τῶν γονέων του. Ἡ κα Εὐφροσύνη Σινάδου καὶ τὰ τέκνα της προσέφερον ὑπὲρ τοῦ Χατζιστερείου εἰς μνήμην τοῦ συζύγου της. Ὁ κ. Μιχαὴλ Σταθάκος προσέφερε ὑπὲρ τοῦ Ὀρφανοτροφείου γ.δ. 100. bbox=[272, 786, 486, 968]
schedule-row bbox=[272, 624, 486, 636]
radio-athens-day: ΤΡΙΤΗ 29 Δεκεμβρίου bbox=[226, 471, 308, 482]
schedule-time: 15.10 bbox=[48, 659, 70, 671]
tanta-left: Τὴν Κυριακήν, 27ην τρέχ. ἔλαβε χώραν εἰς τὰς αἰθούσας τῆς Ἑνώσεως Ἑλλήνων Τάντας ἡ ἐτησία χριστουγεννιάτικη ἑορτὴ τῶν Χριστουγέννων τῶν σχολῶν ὑπὸ τὴν προεδρίαν τοῦ Προξένου κ. Ἀντωνόπουλου. Παρέστησαν ὁ Πρόξενος κ. Κ. Βοκατζίδης, ὁ Πρόεδρος τῆς Κοινότητος κ. Γ. Ζαχαρόπουλος, ὁ Πρόεδρος τῆς Ἑνώσεως Ἑλλήνων κ. Α. Παπαγεωργίου μετὰ τῆς συζύγου του κ. Λ. Νικολαΐδη, ὁ Σχολικὸς Ἔφορος κ. Π. Ἀλεξίου, μέλη τῶν Ἐπιτροπῶν καὶ πλῆθος γονέων καὶ προσκεκλημένων. bbox=[1156, 485, 1352, 619]
schedule-programme: Ἑλληνικὰ Πανελλήνιου bbox=[308, 623, 400, 635]
schedule-programme: Μουσικὸν Ποτ Πουρί bbox=[84, 482, 169, 494]
of-the-day-e: φαντάζονται ὅτι θὰ εὑρεθῇ ἕνας καὶ ἕνας ἄνθρωπος εἰς τὴν οἰκουμένην, καὶ ἐν αὐτῷ τὸ Ἰράκ, νὰ πεισθῇ ἀπὸ τοὺς τοιούτους θεατρίνους τοῦ ψεύδους ὑπὸ τὸ ὁποῖον ἐπιζητοῦν νὰ κρύψουν τὴν ἐγκληματικότητά των. Ὅλα τὰ ἐνδεικτικὰ τῆς προδοτικότητος τοῦ Κάσεμ ἀποτελοῦν ἐμφανέστατα τὸ ἐγχείρημα ἦτο ἔργον τῶν Κομμουνιστῶν, ὑπὸ τὸ κράτος τῶν ὁποίων κινοῦνται οἱ κυβερνῶντες. Νὰ τὸν ξεπαστρέψουν, διὰ νὰ κλείσουν τὴν ὑπόθεσιν. Ὁ Κάσεμ εἶναι τῶν ἐργαλείων των. Καὶ τοῦτο εἶναι ἡ ἀλήθεια, τὴν ὁποίαν δὲν ἐσκέφθησαν κἂν νὰ ἀποκρύψουν. bbox=[941, 227, 1144, 373]
schedule-programme: Ἐλαφρὰ μουσικὴ bbox=[308, 494, 375, 506]
theatre-sub3: ΦΟΛΚΛΟΡΙΚΩΝ ΧΟΡΩΝ bbox=[78, 1575, 456, 1609]
tanta-right: καὶ ἄλλοι ἐπίσημοι. Οἱ μαθηταὶ τῶν Σχολῶν ἐπαρουσίασαν ἐκλεκτὸν πρόγραμμα ἀπαγγελιῶν, τραγουδιῶν καὶ θεατρικῶν σκηνῶν, τὸ ὁποῖον ἐχειροκροτήθη θερμῶς ἀπὸ τὸ πολυπληθὲς ἀκροατήριον. Ἡ διανομὴ δώρων, ἐκ μέρους τῆς Κοινότητος εἰς τὰ παιδιὰ τῆς παροικίας μας καὶ ὁ Ἀγ. Βασίλειος ὁλοκλήρωσε τὴν ὡραίαν σχολικὴν μας ἑορτήν. bbox=[1362, 485, 1558, 582]
cinema-listing-right: καὶ DAY OF THE BADMAN (Φρέντ Μὰκ Μιούρεη) ΡΑΝΤΙΟ — Τηλ. 30282 Συνατρα, Ἔληναρ Πάρκερ) ΡΟΥΑΓΙΑΛ — Τηλ. 26329 PILLOW TALK (Ρὸκ Χάτσον, Ντόρις Ντέη) ΡΙΑΛΤΟ — Τηλ. 24694 AUNTIE MAME (Ροζαλὶντ Ράσελ) ΡΙΟ — Τηλ. 29036 DON'T GIVE UP THE SHIP (Τζέρυ Λιούις) ΣΤΡΑΝΤ — Τηλ. 22322 THEY CAME TO CORDURA (Γκάρυ Κούπερ, Ρίτα Χέυγουορθ). Σινεμασκόπ. ΡΙΒΙΕΡΑ (Γέσυρα Ἰμπραήμ) Τηλ. 77019 ROD SALDI (Ἐγχρωμος σινεμασκόπ) καὶ Ο ΤΡΕΙΣ ΣΤΟΥΤΣ bbox=[272, 277, 486, 398]
of-the-day-body bbox=[728, 226, 1144, 686]
radio-cairo-day: ΤΡΙΤΗ 29 Δεκεμβρίου bbox=[226, 600, 308, 611]
ades-name: DAVID ADES & SON bbox=[105, 1167, 429, 1283]
column-social bbox=[500, 178, 716, 1058]
assets-row bbox=[1165, 1519, 1315, 1533]
schedule-time: 15.30 bbox=[48, 671, 70, 683]
mid-news bbox=[1156, 622, 1558, 1031]
africa-col1: Ὁ Σεβασμ. Μητροπολίτης Καρθαγένης κ. Παρθένιος μετὰ τῶν συνοδευόντων τὸν Ἀρχιμανδρίτην Γερμανόν, ἀφίχθησαν εἰς τὴν Βεγγάζην καὶ τὸν Διάκονον Ἀντώνιον Μπόσην, ἐπισκέφθησαν τὴν Κοινότητα τὴν 17ην Δεκεμβρίου 1959 ἐξ Ἀλεξανδρείας. Τὴν ἐπομένην ἐξέδραμον εἰς Μάρσα - Μπρέγκα, ὅπου μὲ ἀγάπην καὶ ἐνθουσιασμὸν ἐδέχθησαν ὑπὸ τοῦ κ. Ἑλληνικῆς Κοινότητος. Ὁ Προέδρος Ν. Μουζούρης καὶ ἡ Ἐπιτροπή. Τὸ ἀπόγευμα ἔγινε παράκλησις εἰς τὸν Ἱερὸν Ναὸν τοῦ Ἁγίου Νικολάου καὶ ὁ Σεβασμιώτατος διὰ ὀλίγων ἐξήρε τὴν χαρὰν του, διότι καὶ πάλιν ὁ Θεὸς τὸν ἀξίωσε νὰ ἔλθῃ πρὸς τὸ ποίμνιον του. «Τῶν ἀγώνων σας δὲν μετετρέψατε πρὸς τὰ πάτρια. Ἀπέδειξε ὅτι εἶσθε ἄξιοι Ἕλληνες καὶ καλοὶ Χριστιανοί». Σας εὐχαριστῶ, εἶπεν, διὰ τὴν ὑποδοχήν. Ἀποστολὴ τῶν σήμερον εἶναι νὰ διακονήσωμεν, καὶ ὄχι διαβάλλοντες σὲ κρατοῦμεν νὰ ἀσπασθοῦν, ἀλλὰ μὲ ἀγάπην. Τὴν ἐπομένην ἐπεσκέφθησαν τοὺς Ἀγίου τοῦ Ἀγ. Μακρυγιάννη, ὅπου ὁ Ἀρχιμανδρίτης Γερμανός, εὐλόγησε τὸ ἔργον τῆς ἐκεῖ Ἑλληνικῆς Σχολῆς. bbox=[500, 1197, 708, 1465]
schedule-programme: Ποικιλίαι bbox=[84, 506, 121, 518]
schedule-programme: Ἑλληνικὰ τραγούδια bbox=[84, 683, 165, 695]
menu-items: TRANCHE DE POISSON ROSES · SAUCE REMOULADE · BOUCHEE A LA REINE · DINDE DE FAYOUM A LA BROCHE · RIZ HALTA · COEUR DE LAITUE ENTREMET · FRUITS DE SAISON bbox=[1412, 1286, 1542, 1346]
of-the-day-c: Ἐπὶ τῆς δίκης ἀναλυτικῶς ἐσημειώθη εἰς τὰς Σοβιετικὰς Ἑνώσεις, τῆς Βουλγαρίας, τῆς Ἀλβανίας καὶ τῆς Κομμουνιστικῆς Κίνας. Ἐξεταστικῶς καὶ ἡ κουστωδία τῶν «ἐπιτροπειῶν» διὰ νὰ μὴ παρεκκλίνῃ ἡ δίκη ἀπὸ τὴν Κομμουνιστικὴν γραμμήν. Ἀν ἐπετράπη εἰς τοὺς κατηγορουμένους νὰ προσλάβουν δικηγόρους. Δὲν παρίσταντο οἱ ὑπὸ αὐτῶν ἐπιφυλαχθέντες... bbox=[941, 463, 1144, 560]
schedule-time: 21.15 bbox=[272, 683, 294, 695]
radio-athens-title: ΡΑΔΙΟΣΤΑΘΜΟΣ ΑΘΗΝΩΝ bbox=[118, 446, 416, 471]
theatre-info-headline: ΑΙ ΠΛΗΡΟΦΟΡΙΑΙ ΜΑΣ ΔΙΑ ΤΑ ΑΛΕΞΑΝΔΡΙΝΑ ΘΕΑΜΑΤΑ bbox=[59, 178, 475, 266]
assets-growth: Ἀδέκοπα πρόοδος ἐνεργητικοῦ bbox=[1288, 1478, 1426, 1491]
schedule-programme: Τραγούδια τῆς πάλης Ἀθήνας bbox=[308, 731, 423, 743]
reveillon-title: ΤΟ ΡΕΒΕΓΙΟΝ ΤΗΣ ΠΡΩΤΟΧΡΟΝΙΑΣ ΣΤΗΝ «ΓΩΝΙΑ ΤΗΣ ΑΘΗΝΑΣ» bbox=[1168, 622, 1340, 665]
schedule-time: 14.02 bbox=[48, 635, 70, 647]
africa-article bbox=[500, 1066, 1144, 2259]
capital-value: Λ. Α. 215.000 bbox=[1436, 1443, 1549, 1466]
schedule-time: 12.30 bbox=[48, 482, 70, 494]
assets-y: 1900 bbox=[1165, 1490, 1189, 1505]
schedule-row bbox=[272, 672, 486, 684]
assets-y: 1920 bbox=[1165, 1504, 1189, 1519]
schedule-time: 17.30 bbox=[272, 611, 294, 623]
quote-row bbox=[1362, 999, 1558, 1015]
menu-title: MENU bbox=[1458, 1271, 1496, 1286]
schedule-programme: Ἀνακοινώσεις τοῦ Σ.Ε.Σ. bbox=[84, 659, 181, 671]
gonia-advert bbox=[1156, 1037, 1558, 1367]
theatre-time: ὥραν 9,30 μ.μ. bbox=[228, 1630, 306, 1646]
page-number: Σελὶς 4η bbox=[48, 153, 103, 170]
market-title: ΤΟ ΣΗΜΕΡΙΝΟΝ ΑΝΟΙΓΜΑ bbox=[1367, 951, 1553, 966]
africa-kicker: ΟΙ ΕΛΛΗΝΕΣ ΤΗΣ ΑΦΡΙΚΗΣ bbox=[641, 1071, 1003, 1095]
schedule-programme: Στὴν μουσικὴ καὶ τραγούδια bbox=[84, 671, 195, 683]
schedule-time: 21.02 bbox=[272, 671, 294, 683]
schedule-time: 23.30 bbox=[272, 731, 294, 743]
assets-row bbox=[1165, 1505, 1315, 1519]
theatre-prices: Τιμαὶ εἰσιτηρίων Γ.Δ. 64,5 μέχρι Γ.Δ. 13,5 bbox=[91, 1646, 443, 1665]
assets-y: 1940 bbox=[1165, 1518, 1189, 1533]
charity-text-left: Ὁ κ. Εὐσταθίος Εὐσταθόγλου προσέφερε εἰς ἡμᾶς γ.δ. 100 ὑπὲρ τοῦ Κοινοτικοῦ εἰς μνήμην ἀειμνήστου Ἰωάννου Νικολάου. Ὁ κ. Χρῆστος Χαλκιαδάκης προσέφερε γ.δ. 500 ὑπὲρ τῶν ἀπόρων τοῦ Ἀρχιερατικοῦ ἐπὶ ταῖς ἑορταῖς. Ἡ κα Κυριακοῦ Σ. Σιουρῆ προσέφερε δι' ἡμῶν γ.δ. 200 ὑπὲρ τοῦ Κοινοτικοῦ εἰς μνήμην Ι. Παντελίδου. Προσέφερον ὑπὲρ τῶν ἀναγκῶν τῆς Ἐκκλησίας Ἀλεξανδρείας: Ὁ κ. Κος καὶ κα Γεωργίου Κλώρη γ.δ. 100 εἰς μνήμην τῆς μητρός των. Ἡ κα Εὐτέρπη γ.δ. 100 εἰς μνήμην Εὐαγγέλου Τσέτα. Ὁ κ. Ἰωάννης Στεφανίδης γ.δ. 200 εἰς μνήμην τῆς συζύγου του. bbox=[48, 786, 262, 932]
schedule-time: 20.02 bbox=[272, 659, 294, 671]
schedule-row bbox=[272, 612, 486, 624]
schedule-row bbox=[272, 636, 486, 648]
assets-v: 796.343 bbox=[1276, 1518, 1315, 1533]
assets-u: ΛΑ. bbox=[1222, 1504, 1243, 1519]
schedule-programme: Ἑλληνικὰ ἄσματα bbox=[308, 506, 378, 518]
